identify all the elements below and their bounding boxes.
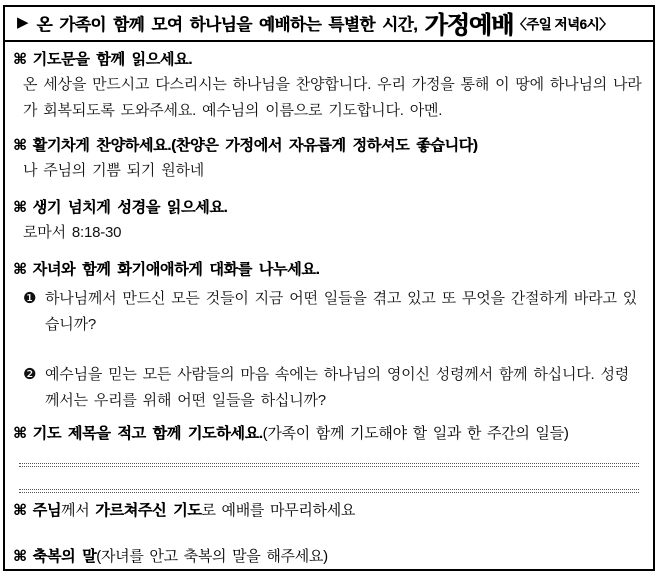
question-item — [13, 286, 643, 338]
section-heading-note: (가족이 함께 기도해야 할 일과 한 주간의 일들) — [262, 425, 569, 442]
section-heading-text: 자녀와 함께 화기애애하게 대화를 나누세요. — [32, 261, 320, 278]
section-heading — [13, 547, 643, 567]
heading-bold-part: 가르쳐주신 기도 — [95, 502, 202, 519]
section-heading-text: 기도문을 함께 읽으세요. — [32, 51, 193, 68]
command-symbol-icon: ⌘ — [13, 199, 27, 216]
title-time-note: 〈주일 저녁6시〉 — [513, 16, 613, 32]
section-heading — [13, 50, 643, 70]
command-symbol-icon: ⌘ — [13, 548, 27, 565]
section-heading-text: 생기 넘치게 성경을 읽으세요. — [32, 199, 228, 216]
section-body: 온 세상을 만드시고 다스리시는 하나님을 찬양합니다. 우리 가정을 통해 이 땅에 하나님의 나라가 회복되도록 도와주세요. 예수님의 이름으로 기도합니다. 아멘. — [23, 76, 642, 119]
question-text: 예수님을 믿는 모든 사람들의 마음 속에는 하나님의 영이신 성령께서 함께 하십니다. 성령께서는 우리를 위해 어떤 일들을 하십니까? — [45, 366, 630, 409]
command-symbol-icon: ⌘ — [13, 137, 27, 154]
question-number-badge: ❶ — [23, 290, 37, 307]
write-in-line — [19, 489, 639, 493]
section-heading — [13, 136, 643, 156]
section-scripture — [13, 198, 643, 246]
worship-guide-sheet — [3, 5, 655, 571]
question-text: 하나님께서 만드신 모든 것들이 지금 어떤 일들을 겪고 있고 또 무엇을 간절하게 바라고 있습니까? — [45, 290, 638, 333]
section-body: 나 주님의 기쁨 되기 원하네 — [23, 162, 205, 179]
section-lords-prayer — [13, 501, 643, 521]
section-heading — [13, 424, 643, 444]
triangle-marker-icon: ▶ — [17, 14, 29, 31]
section-heading-text: 활기차게 찬양하세요.(찬양은 가정에서 자유롭게 정하셔도 좋습니다) — [32, 137, 478, 154]
content-area — [5, 42, 653, 567]
section-heading-text: 기도 제목을 적고 함께 기도하세요. — [32, 425, 263, 442]
write-in-line — [19, 463, 639, 467]
heading-bold-part: 주님 — [32, 502, 62, 519]
question-item — [13, 362, 643, 414]
page-title: 온 가족이 함께 모여 하나님을 예배하는 특별한 시간, — [36, 15, 418, 34]
section-praise — [13, 136, 643, 184]
section-heading — [13, 260, 643, 280]
heading-regular-part: 께서 — [61, 502, 96, 519]
command-symbol-icon: ⌘ — [13, 261, 27, 278]
title-bar — [5, 7, 653, 42]
section-prayer-requests — [13, 424, 643, 493]
section-heading — [13, 198, 643, 218]
command-symbol-icon: ⌘ — [13, 51, 27, 68]
command-symbol-icon: ⌘ — [13, 425, 27, 442]
section-blessing — [13, 547, 643, 567]
section-heading-text: 축복의 말 — [32, 548, 97, 565]
heading-regular-part: 로 예배를 마무리하세요 — [201, 502, 356, 519]
section-heading-note: (자녀를 안고 축복의 말을 해주세요) — [96, 548, 328, 565]
scripture-reference: 로마서 8:18-30 — [23, 224, 122, 241]
section-prayer-reading — [13, 50, 643, 124]
title-brand: 가정예배 — [424, 12, 514, 39]
command-symbol-icon: ⌘ — [13, 502, 27, 519]
section-heading — [13, 501, 643, 521]
section-conversation — [13, 260, 643, 414]
question-number-badge: ❷ — [23, 366, 37, 383]
